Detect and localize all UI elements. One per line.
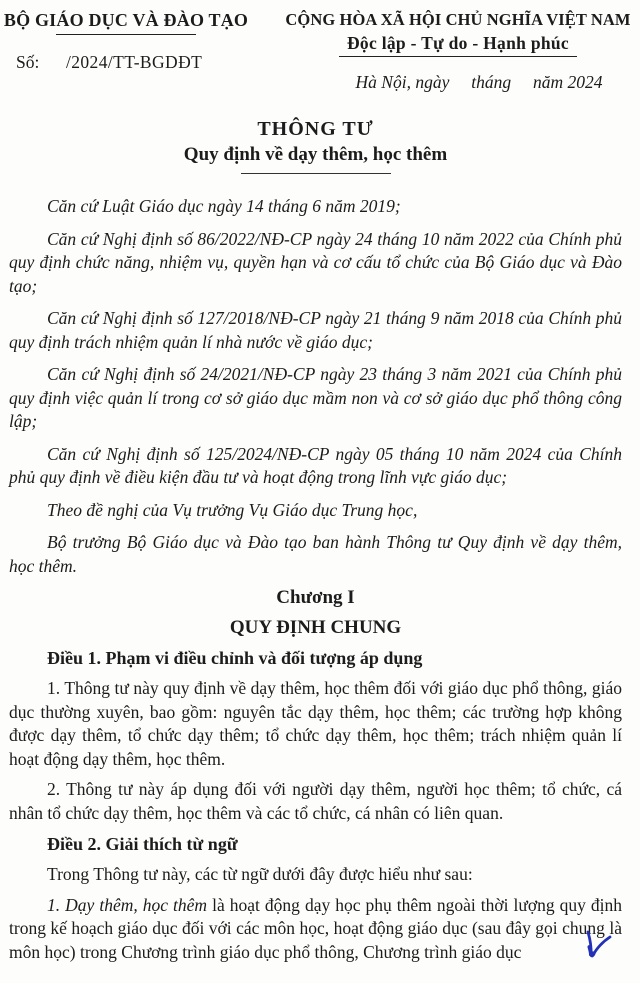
preamble-paragraph: Bộ trưởng Bộ Giáo dục và Đào tạo ban hành Thông tư Quy định về dạy thêm, học thêm. [9,532,622,576]
preamble-paragraph: Căn cứ Luật Giáo dục ngày 14 tháng 6 năm 2019; [47,196,401,216]
definition-text: là hoạt động dạy học phụ thêm ngoài thời lượng quy định trong kế hoạch giáo dục đối với các môn học, hoạt động giáo dục (sau đây gọi chung là môn học) trong Chương trình giáo dục phổ thông, Chương trình giáo dục [9,894,623,962]
article-1 [9,646,622,825]
document-subject-title: Quy định về dạy thêm, học thêm [183,144,448,165]
preamble-paragraph: Căn cứ Nghị định số 127/2018/NĐ-CP ngày 21 tháng 9 năm 2018 của Chính phủ quy định trách nhiệm quản lí nhà nước về giáo dục; [9,308,622,352]
place-and-date: Hà Nội, ngày tháng năm 2024 [355,72,603,92]
document-number-row [0,52,254,76]
preamble-paragraph: Căn cứ Nghị định số 125/2024/NĐ-CP ngày 05 tháng 10 năm 2024 của Chính phủ quy định về điều kiện đầu tư và hoạt động trong lĩnh vực giáo dục; [9,443,622,487]
document-type-title: THÔNG TƯ [257,118,374,140]
article-2-intro: Trong Thông tư này, các từ ngữ dưới đây được hiểu như sau: [47,864,473,884]
agency-underline [56,34,196,35]
chapter-heading-block [9,587,622,639]
preamble-paragraph: Theo đề nghị của Vụ trưởng Vụ Giáo dục Trung học, [47,499,418,520]
country-name: CỘNG HÒA XÃ HỘI CHỦ NGHĨA VIỆT NAM [285,10,631,29]
chapter-title: QUY ĐỊNH CHUNG [229,617,402,638]
national-motto: Độc lập - Tự do - Hạnh phúc [339,32,577,57]
issuing-agency-name: BỘ GIÁO DỤC VÀ ĐÀO TẠO [3,10,249,30]
article-1-heading: Điều 1. Phạm vi điều chỉnh và đối tượng áp dụng [47,648,423,668]
national-motto-block [267,10,640,93]
preamble-section [9,195,622,578]
preamble-paragraph: Căn cứ Nghị định số 24/2021/NĐ-CP ngày 23 tháng 3 năm 2021 của Chính phủ quy định việc quản lí trong cơ sở giáo dục mầm non và cơ sở giáo dục phổ thông công lập; [9,364,622,431]
preamble-paragraph: Căn cứ Nghị định số 86/2022/NĐ-CP ngày 24 tháng 10 năm 2022 của Chính phủ quy định chức năng, nhiệm vụ, quyền hạn và cơ cấu tổ chức của Bộ Giáo dục và Đào tạo; [9,228,622,296]
issuing-agency-block [0,10,254,76]
defined-term: 1. Dạy thêm, học thêm [47,894,208,915]
pen-checkmark-annotation [580,930,614,968]
article-1-clause-2: 2. Thông tư này áp dụng đối với người dạy thêm, người học thêm; tổ chức, cá nhân tổ chức dạy thêm, học thêm và các tổ chức, cá nhân có liên quan. [9,779,622,823]
article-2-item-1 [9,894,622,965]
article-1-clause-1: 1. Thông tư này quy định về dạy thêm, học thêm đối với giáo dục phổ thông, giáo dục thường xuyên, bao gồm: nguyên tắc dạy thêm, học thêm; các trường hợp không được dạy thêm, tổ chức dạy thêm; tổ chức dạy thêm, học thêm; trách nhiệm quản lí hoạt động dạy thêm, học thêm. [9,678,622,769]
chapter-number: Chương I [276,587,355,608]
article-2-heading: Điều 2. Giải thích từ ngữ [47,834,238,854]
title-underline [241,173,391,174]
title-block [9,118,622,174]
article-2 [9,832,622,964]
document-number-value: /2024/TT-BGDĐT [66,52,203,72]
document-number-label: Số: [16,52,40,72]
pen-checkmark-ink-blob [590,947,594,955]
document-header [3,10,631,112]
